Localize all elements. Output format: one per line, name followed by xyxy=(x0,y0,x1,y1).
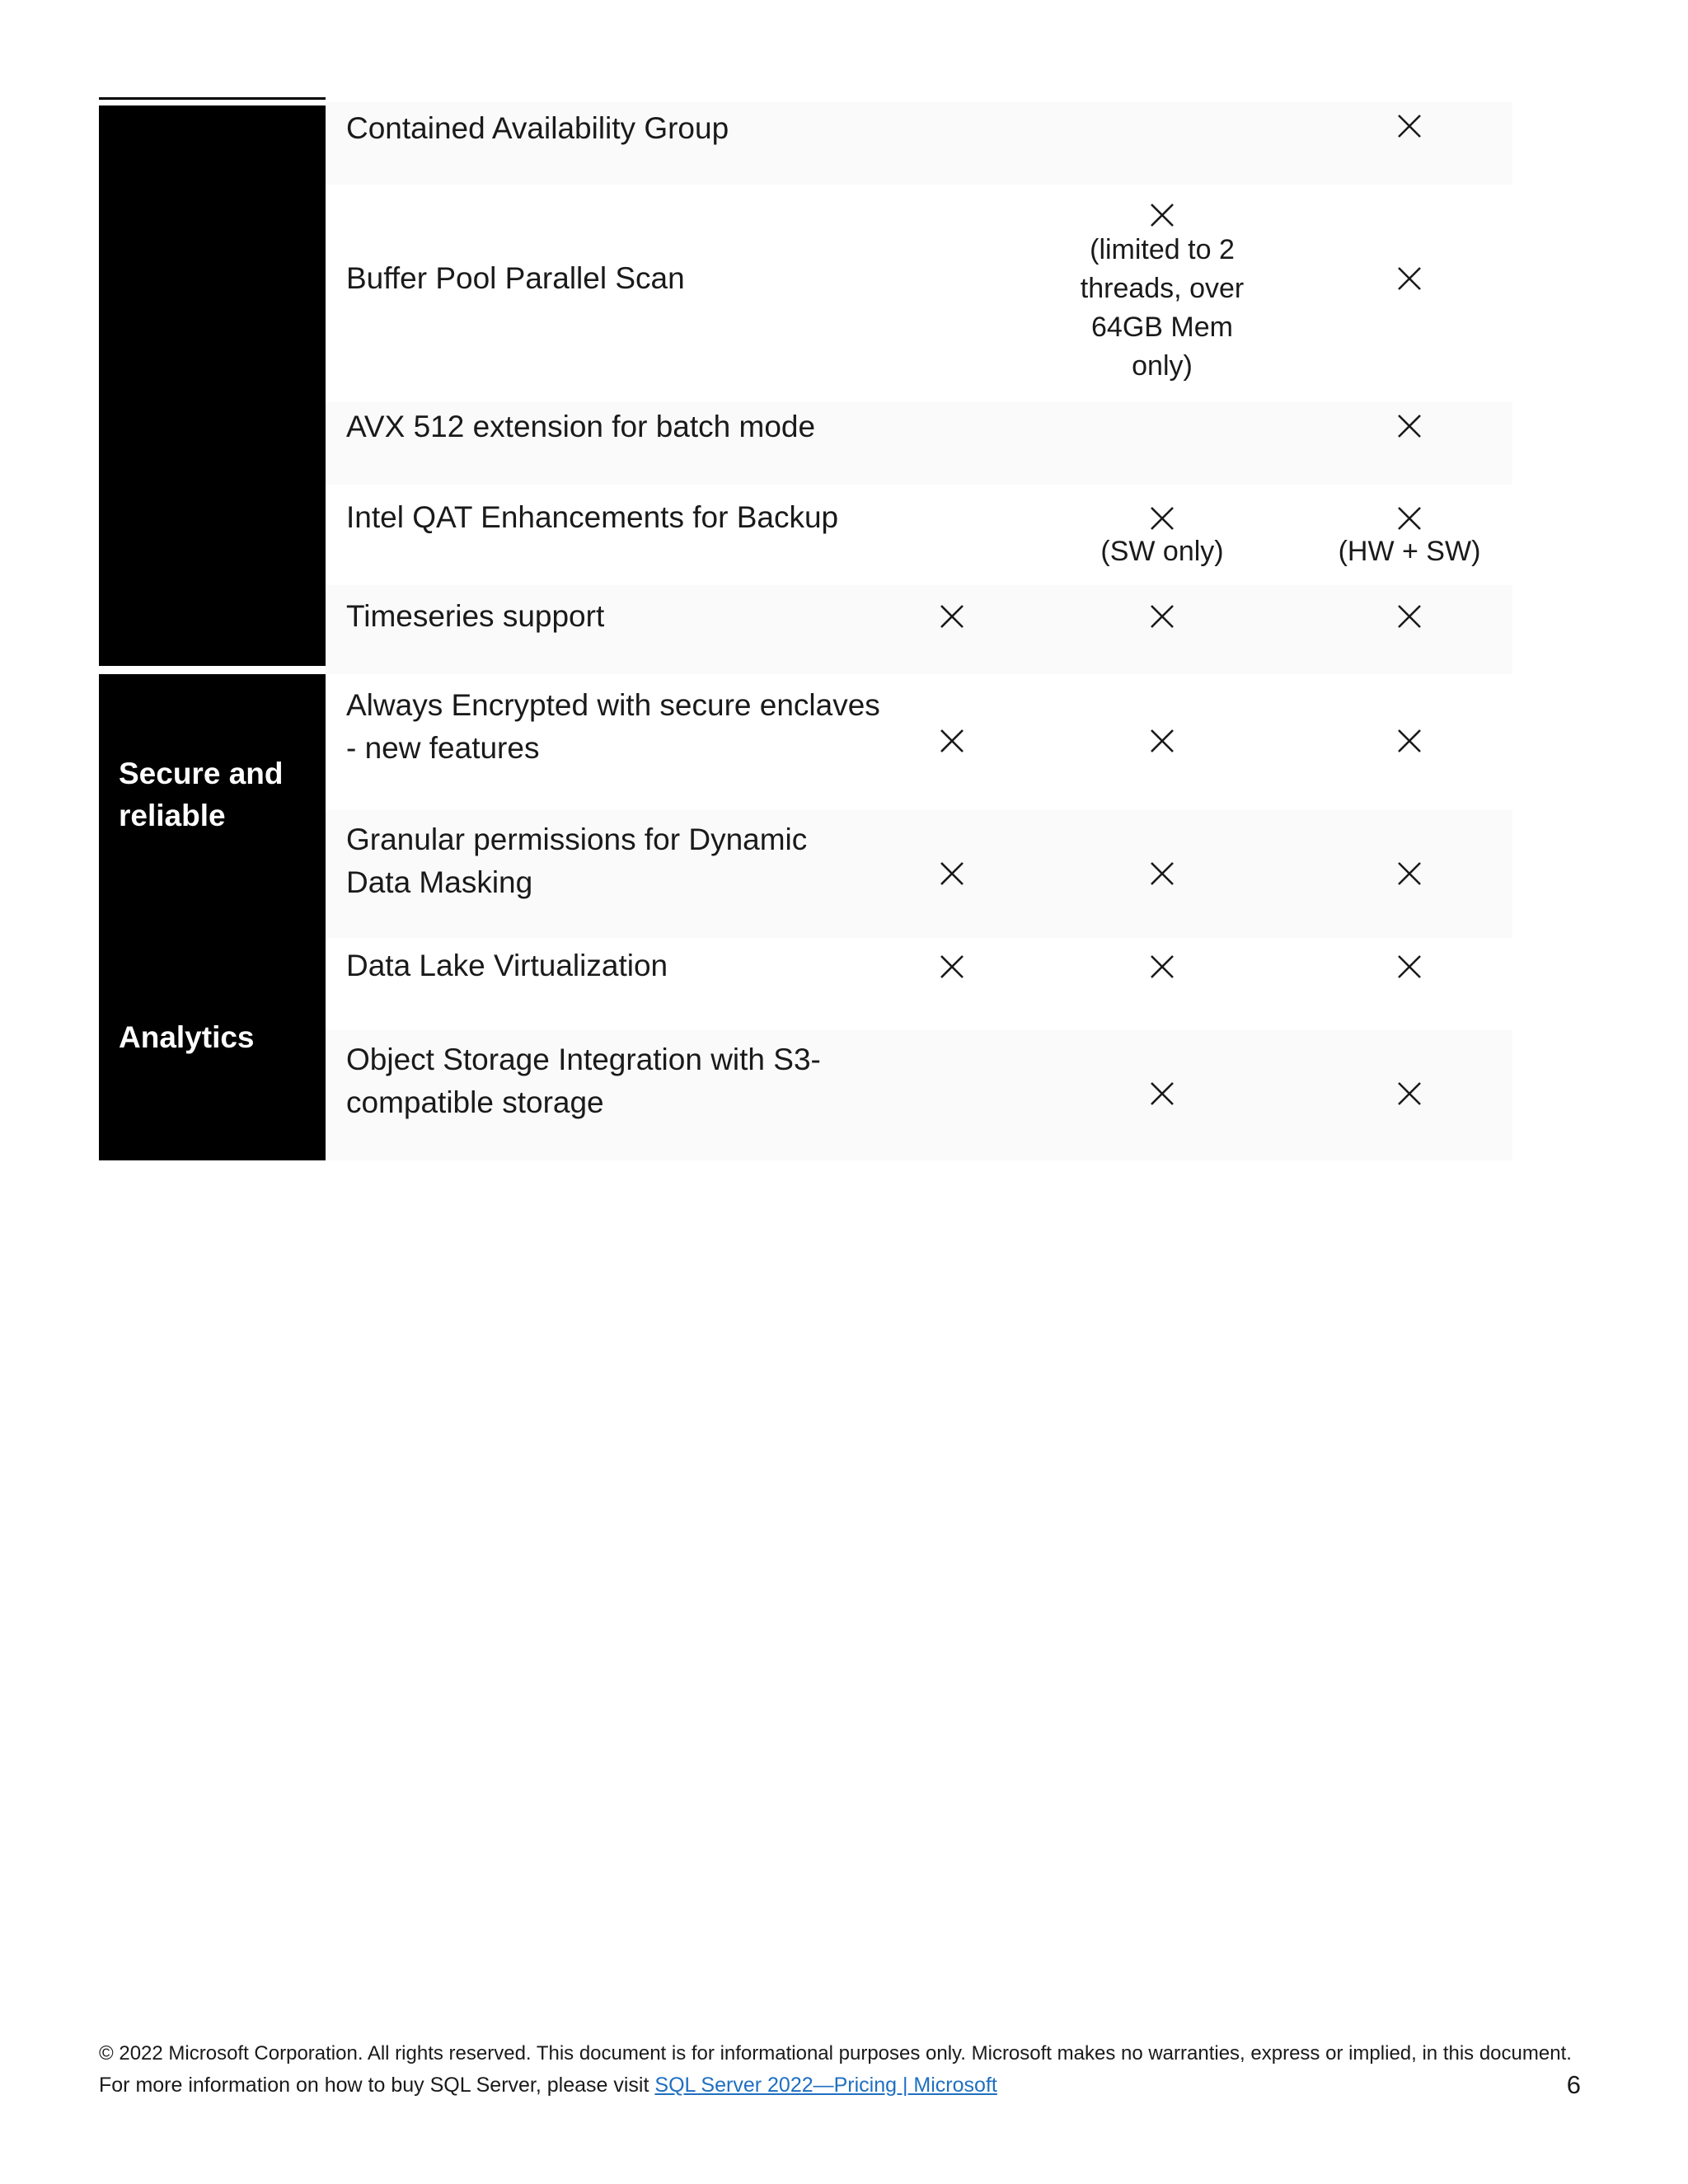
col2-cell xyxy=(1080,604,1245,629)
col3-cell xyxy=(1302,729,1517,753)
feature-name: Object Storage Integration with S3-compatible storage xyxy=(346,1043,821,1119)
col2-cell xyxy=(1080,861,1245,886)
col1-cell xyxy=(870,954,1034,979)
footer-copyright: © 2022 Microsoft Corporation. All rights reserved. This document is for informational purposes only. Microsoft makes no warranties, express or implied, in this document. xyxy=(99,2042,1572,2064)
cell-note: (HW + SW) xyxy=(1338,536,1481,567)
check-x-icon xyxy=(940,729,964,753)
check-x-icon xyxy=(1397,1081,1422,1106)
col3-cell xyxy=(1302,414,1517,438)
category-label-secure: Secure and reliable xyxy=(119,757,284,832)
feature-name: Data Lake Virtualization xyxy=(346,949,668,982)
table-row xyxy=(326,938,1512,1030)
feature-name: Always Encrypted with secure enclaves - new features xyxy=(346,688,880,765)
col3-cell xyxy=(1302,266,1517,291)
col3-cell xyxy=(1302,604,1517,629)
page-number: 6 xyxy=(1566,2070,1581,2099)
check-x-icon xyxy=(1397,506,1422,531)
col3-cell xyxy=(1302,861,1517,886)
check-x-icon xyxy=(1397,954,1422,979)
check-x-icon xyxy=(1397,604,1422,629)
footer-more-info xyxy=(99,2070,997,2100)
category-label-analytics: Analytics xyxy=(119,1020,255,1054)
table-row xyxy=(326,402,1512,485)
col2-cell xyxy=(1080,1081,1245,1106)
check-x-icon xyxy=(1150,1081,1175,1106)
table-row xyxy=(326,810,1512,938)
table-top-rule xyxy=(99,97,326,100)
footer-more-info-text: For more information on how to buy SQL Server, please visit xyxy=(99,2074,655,2097)
feature-name: AVX 512 extension for batch mode xyxy=(346,410,816,443)
pricing-link[interactable]: SQL Server 2022—Pricing | Microsoft xyxy=(654,2074,997,2097)
col3-cell xyxy=(1302,954,1517,979)
feature-name: Granular permissions for Dynamic Data Masking xyxy=(346,823,808,899)
check-x-icon xyxy=(1150,954,1175,979)
table-row xyxy=(326,674,1512,810)
feature-name: Timeseries support xyxy=(346,599,605,633)
feature-name: Buffer Pool Parallel Scan xyxy=(346,261,685,295)
check-x-icon xyxy=(940,954,964,979)
check-x-icon xyxy=(1150,506,1175,531)
table-row xyxy=(326,585,1512,674)
table-row xyxy=(326,102,1512,185)
check-x-icon xyxy=(1150,604,1175,629)
category-block-secure xyxy=(99,674,326,938)
check-x-icon xyxy=(940,861,964,886)
check-x-icon xyxy=(1397,114,1422,138)
col1-cell xyxy=(870,729,1034,753)
check-x-icon xyxy=(1397,414,1422,438)
col2-cell xyxy=(1080,506,1245,571)
feature-name: Contained Availability Group xyxy=(346,111,729,145)
col3-cell xyxy=(1302,506,1517,571)
check-x-icon xyxy=(1397,266,1422,291)
check-x-icon xyxy=(1150,729,1175,753)
check-x-icon xyxy=(1397,729,1422,753)
category-block-analytics xyxy=(99,938,326,1160)
feature-name: Intel QAT Enhancements for Backup xyxy=(346,500,839,534)
col2-cell xyxy=(1080,954,1245,979)
cell-note: (limited to 2 threads, over 64GB Mem only) xyxy=(1080,234,1245,382)
table-row xyxy=(326,1030,1512,1160)
col2-cell xyxy=(1080,729,1245,753)
col3-cell xyxy=(1302,1081,1517,1106)
check-x-icon xyxy=(1397,861,1422,886)
check-x-icon xyxy=(940,604,964,629)
col1-cell xyxy=(870,604,1034,629)
col2-cell xyxy=(1080,203,1245,386)
check-x-icon xyxy=(1150,203,1175,227)
check-x-icon xyxy=(1150,861,1175,886)
table-row xyxy=(326,185,1512,402)
table-row xyxy=(326,485,1512,585)
category-block-performance xyxy=(99,105,326,666)
col1-cell xyxy=(870,861,1034,886)
col3-cell xyxy=(1302,114,1517,138)
cell-note: (SW only) xyxy=(1100,536,1224,567)
